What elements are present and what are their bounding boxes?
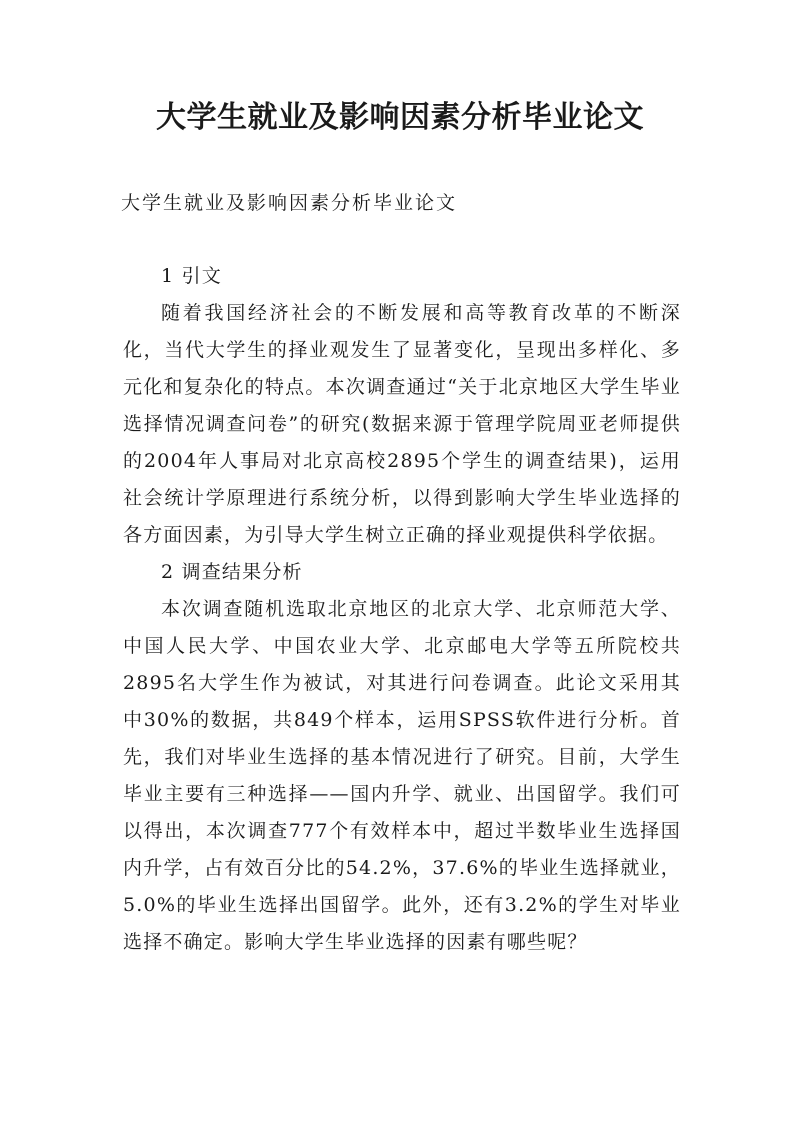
document-subtitle: 大学生就业及影响因素分析毕业论文 bbox=[121, 192, 458, 214]
paragraph-introduction: 随着我国经济社会的不断发展和高等教育改革的不断深化，当代大学生的择业观发生了显著变化，呈现出多样化、多元化和复杂化的特点。本次调查通过“关于北京地区大学生毕业选择情况调查问卷”的研究(数据来源于管理学院周亚老师提供的2004年人事局对北京高校2895个学生的调查结果)，运用社会统计学原理进行系统分析，以得到影响大学生毕业选择的各方面因素，为引导大学生树立正确的择业观提供科学依据。 bbox=[123, 302, 681, 546]
document-title: 大学生就业及影响因素分析毕业论文 bbox=[156, 100, 644, 135]
section-heading-survey-results: 2 调查结果分析 bbox=[161, 561, 303, 583]
section-heading-introduction: 1 引文 bbox=[161, 265, 222, 287]
document-body bbox=[123, 258, 681, 961]
paragraph-survey-results: 本次调查随机选取北京地区的北京大学、北京师范大学、中国人民大学、中国农业大学、北京邮电大学等五所院校共2895名大学生作为被试，对其进行问卷调查。此论文采用其中30%的数据，共849个样本，运用SPSS软件进行分析。首先，我们对毕业生选择的基本情况进行了研究。目前，大学生毕业主要有三种选择——国内升学、就业、出国留学。我们可以得出，本次调查777个有效样本中，超过半数毕业生选择国内升学，占有效百分比的54.2%，37.6%的毕业生选择就业，5.0%的毕业生选择出国留学。此外，还有3.2%的学生对毕业选择不确定。影响大学生毕业选择的因素有哪些呢？ bbox=[123, 598, 681, 953]
